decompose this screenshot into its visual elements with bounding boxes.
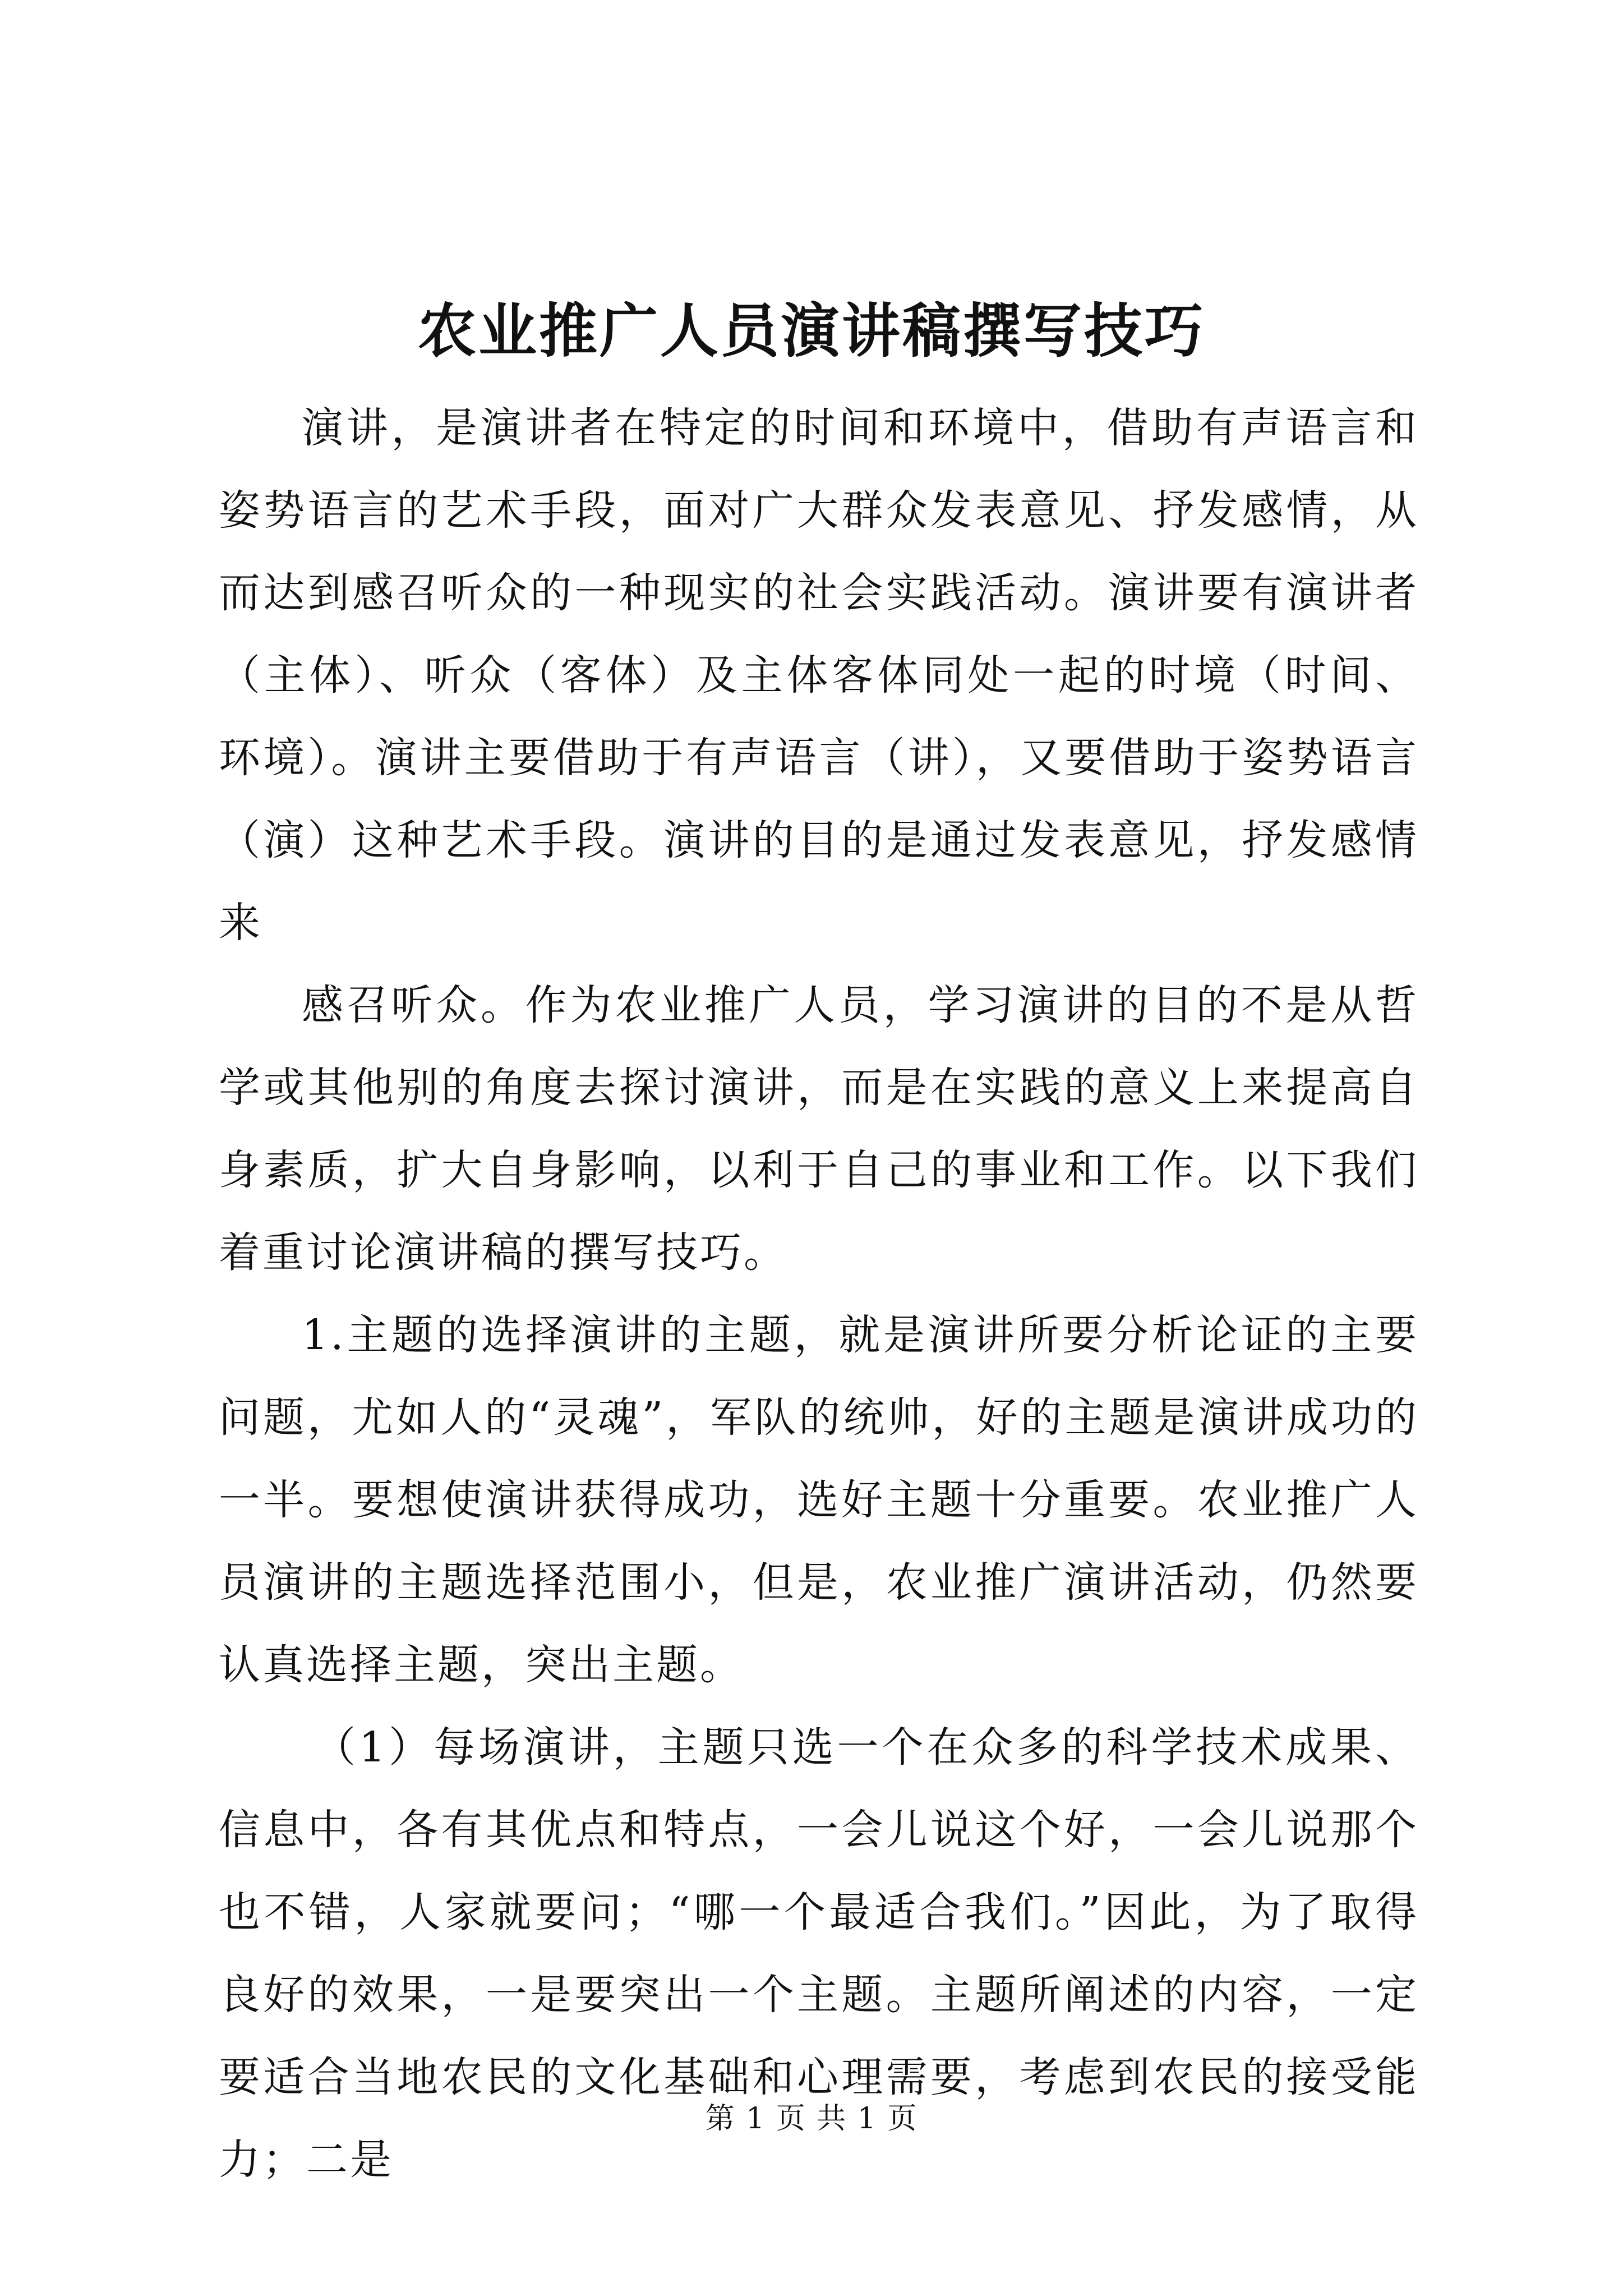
paragraph-purpose: 感召听众。作为农业推广人员，学习演讲的目的不是从哲学或其他别的角度去探讨演讲，而是在实践的意义上来提高自身素质，扩大自身影响，以利于自己的事业和工作。以下我们着重讨论演讲稿的撰写技巧。 — [219, 981, 1419, 1277]
page-footer: 第 1 页 共 1 页 — [705, 2102, 918, 2136]
paragraph-single-theme: （1）每场演讲，主题只选一个在众多的科学技术成果、信息中，各有其优点和特点，一会儿说这个好，一会儿说那个也不错，人家就要问；“哪一个最适合我们。”因此，为了取得良好的效果，一是要突出一个主题。主题所阐述的内容，一定要适合当地农民的文化基础和心理需要，考虑到农民的接受能力；二是 — [219, 1723, 1419, 2184]
document-title: 农业推广人员演讲稿撰写技巧 — [417, 296, 1205, 365]
paragraph-theme-selection: 1.主题的选择演讲的主题，就是演讲所要分析论证的主要问题，尤如人的“灵魂”，军队的统帅，好的主题是演讲成功的一半。要想使演讲获得成功，选好主题十分重要。农业推广人员演讲的主题选择范围小，但是，农业推广演讲活动，仍然要认真选择主题，突出主题。 — [219, 1311, 1419, 1689]
paragraph-intro: 演讲，是演讲者在特定的时间和环境中，借助有声语言和姿势语言的艺术手段，面对广大群众发表意见、抒发感情，从而达到感召听众的一种现实的社会实践活动。演讲要有演讲者（主体）、听众（客体）及主体客体同处一起的时境（时间、环境）。演讲主要借助于有声语言（讲），又要借助于姿势语言（演）这种艺术手段。演讲的目的是通过发表意见，抒发感情来 — [219, 404, 1419, 947]
document-body — [219, 387, 1419, 2201]
